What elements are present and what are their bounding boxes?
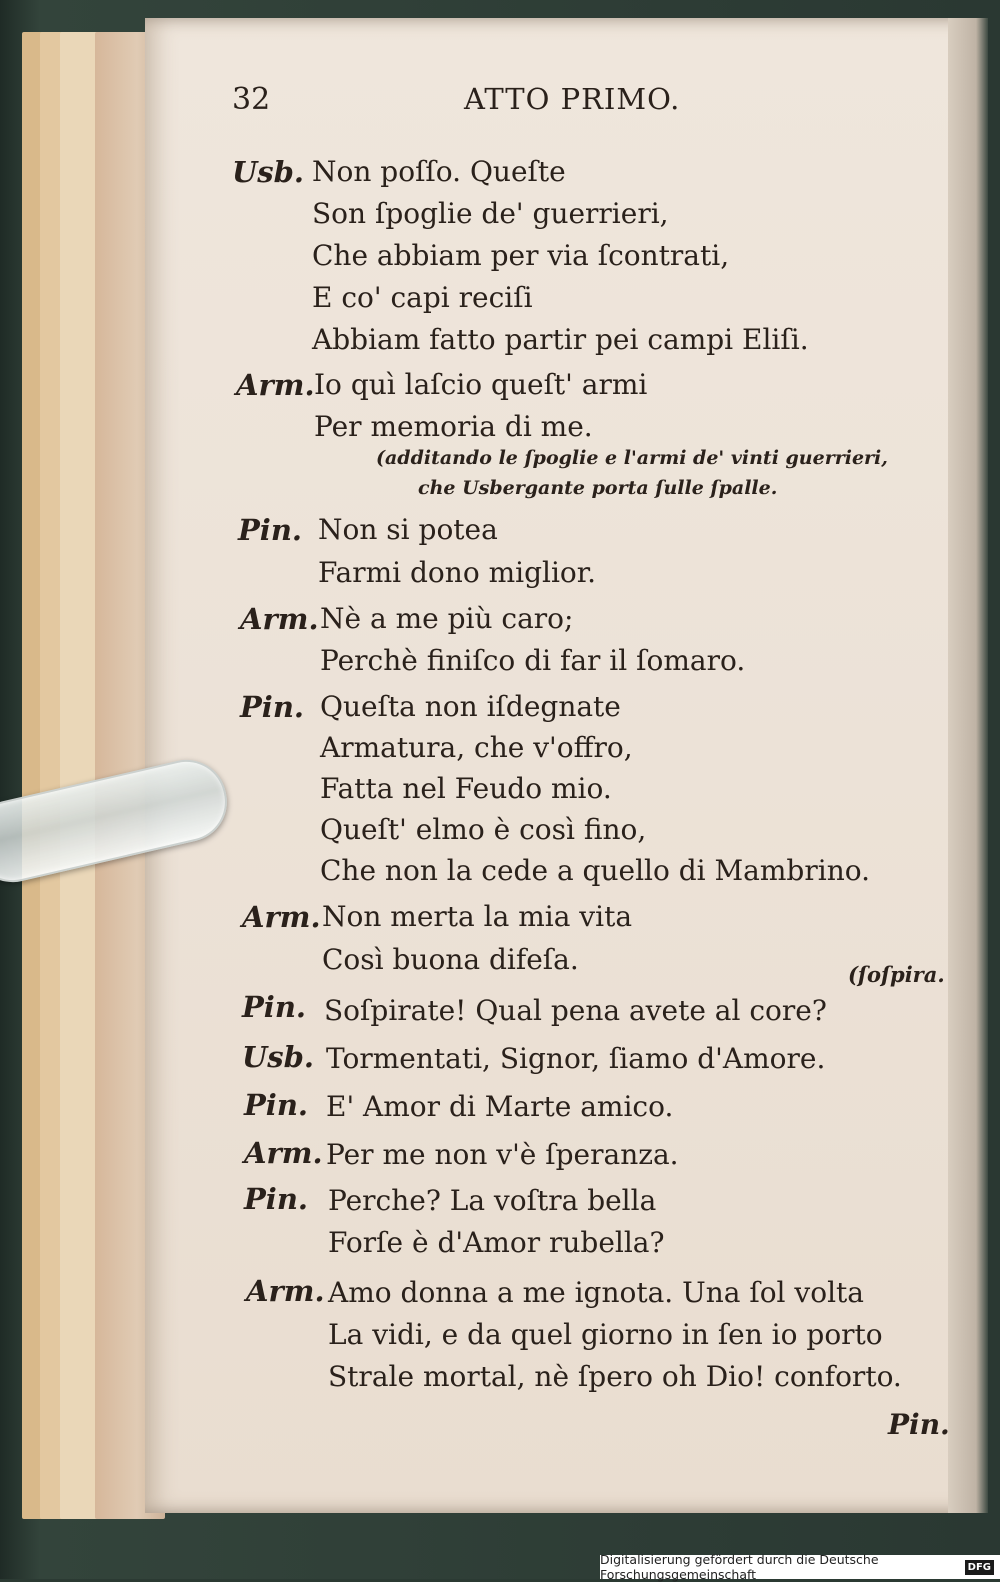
- speaker-label: Arm.: [246, 1274, 325, 1308]
- speaker-label: Pin.: [238, 513, 303, 547]
- verse-line: Abbiam fatto partir pei campi Eliſi.: [312, 323, 809, 356]
- verse-line: Amo donna a me ignota. Una ſol volta: [328, 1276, 864, 1309]
- speaker-label: Arm.: [236, 368, 315, 402]
- digitization-credit-bar: [600, 1552, 1000, 1582]
- speaker-label: Pin.: [242, 990, 307, 1024]
- verse-line: La vidi, e da quel giorno in ſen io porto: [328, 1318, 883, 1351]
- verse-line: Soſpirate! Qual pena avete al core?: [324, 994, 827, 1027]
- speaker-label: Usb.: [232, 155, 304, 189]
- catchword: Pin.: [888, 1408, 950, 1441]
- verse-line: Non si potea: [318, 513, 498, 546]
- verse-line: Nè a me più caro;: [320, 602, 574, 635]
- running-title: ATTO PRIMO.: [464, 82, 681, 116]
- speaker-label: Arm.: [240, 602, 319, 636]
- dfg-logo-icon: DFG: [965, 1560, 994, 1575]
- page-number: 32: [232, 82, 271, 117]
- verse-line: Armatura, che v'offro,: [320, 731, 633, 764]
- speaker-label: Arm.: [242, 900, 321, 934]
- verse-line: Che abbiam per via ſcontrati,: [312, 239, 730, 272]
- verse-line: Queſt' elmo è così fino,: [320, 813, 647, 846]
- stage-direction: (additando le ſpoglie e l'armi de' vinti guerrieri,: [376, 447, 888, 469]
- verse-line: Forſe è d'Amor rubella?: [328, 1226, 665, 1259]
- speaker-label: Pin.: [244, 1088, 309, 1122]
- verse-line: Tormentati, Signor, ſiamo d'Amore.: [326, 1042, 826, 1075]
- verse-line: Per me non v'è ſperanza.: [326, 1138, 679, 1171]
- verse-line: Io quì laſcio queſt' armi: [314, 368, 648, 401]
- verse-line: Fatta nel Feudo mio.: [320, 772, 612, 805]
- stage-direction: (ſoſpira.: [848, 962, 945, 987]
- verse-line: Son ſpoglie de' guerrieri,: [312, 197, 669, 230]
- credit-text: Digitalisierung gefördert durch die Deutsche Forschungsgemeinschaft: [600, 1552, 879, 1582]
- verse-line: Farmi dono miglior.: [318, 556, 596, 589]
- verse-line: Per memoria di me.: [314, 410, 593, 443]
- speaker-label: Pin.: [240, 690, 305, 724]
- verse-line: Non merta la mia vita: [322, 900, 633, 933]
- page-gutter-right: [948, 18, 988, 1513]
- verse-line: E' Amor di Marte amico.: [326, 1090, 674, 1123]
- verse-line: Queſta non iſdegnate: [320, 690, 621, 723]
- verse-line: Non poſſo. Queſte: [312, 155, 566, 188]
- verse-line: Strale mortal, nè ſpero oh Dio! conforto.: [328, 1360, 902, 1393]
- verse-line: Perche? La voſtra bella: [328, 1184, 657, 1217]
- verse-line: E co' capi reciſi: [312, 281, 533, 314]
- verse-line: Perchè finiſco di far il ſomaro.: [320, 644, 746, 677]
- verse-line: Che non la cede a quello di Mambrino.: [320, 854, 870, 887]
- speaker-label: Usb.: [242, 1040, 314, 1074]
- speaker-label: Pin.: [244, 1182, 309, 1216]
- verse-line: Così buona difeſa.: [322, 943, 579, 976]
- stage-direction: che Usbergante porta ſulle ſpalle.: [418, 477, 778, 499]
- page-header: [0, 82, 1000, 122]
- speaker-label: Arm.: [244, 1136, 323, 1170]
